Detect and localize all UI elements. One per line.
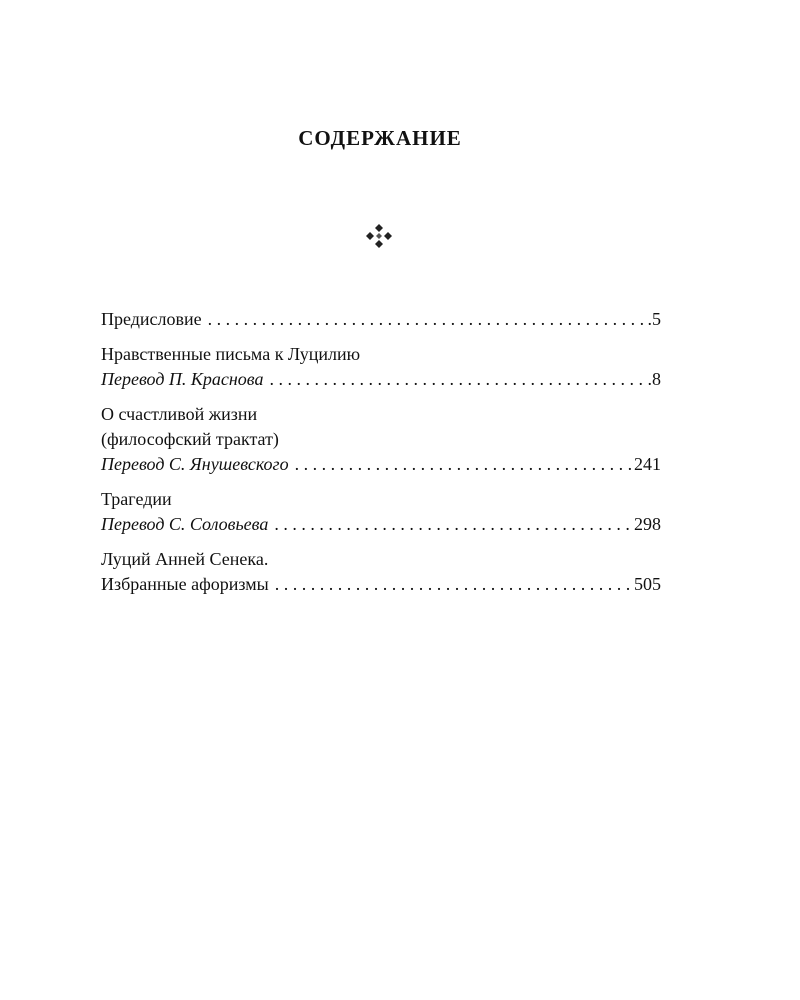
toc-translator: Перевод С. Соловьева (101, 514, 269, 534)
toc-entry-title: О счастливой жизни (101, 404, 258, 424)
leader-dots (202, 307, 648, 332)
toc-entry-preface[interactable] (101, 307, 661, 332)
leader-dots (263, 367, 647, 392)
toc-page-number: 298 (634, 514, 661, 534)
diamond-fleuron-icon (361, 222, 397, 252)
page-title: СОДЕРЖАНИЕ (298, 126, 462, 150)
toc-page-number: 241 (634, 454, 661, 474)
toc-page-number: 505 (634, 574, 661, 594)
toc-entry-tragedies[interactable] (101, 487, 661, 537)
toc-entry-aphorisms[interactable] (101, 547, 661, 597)
toc-entry-title: Нравственные письма к Луцилию (101, 344, 361, 364)
leader-dots (269, 572, 634, 597)
toc-translator: Перевод П. Краснова (101, 369, 264, 389)
toc-entry-letters[interactable] (101, 342, 661, 392)
leader-dots (268, 512, 634, 537)
toc-page-number: .8 (647, 369, 661, 389)
toc-entry-title: Трагедии (101, 489, 172, 509)
toc-entry-subtitle: Избранные афоризмы (101, 574, 269, 594)
toc-entry-subtitle: (философский трактат) (101, 429, 279, 449)
table-of-contents (101, 307, 661, 607)
toc-entry-title: Предисловие (101, 309, 202, 329)
leader-dots (289, 452, 634, 477)
toc-entry-title: Луций Анней Сенека. (101, 549, 269, 569)
toc-entry-happy-life[interactable] (101, 402, 661, 477)
toc-page-number: .5 (647, 309, 661, 329)
toc-translator: Перевод С. Янушевского (101, 454, 289, 474)
